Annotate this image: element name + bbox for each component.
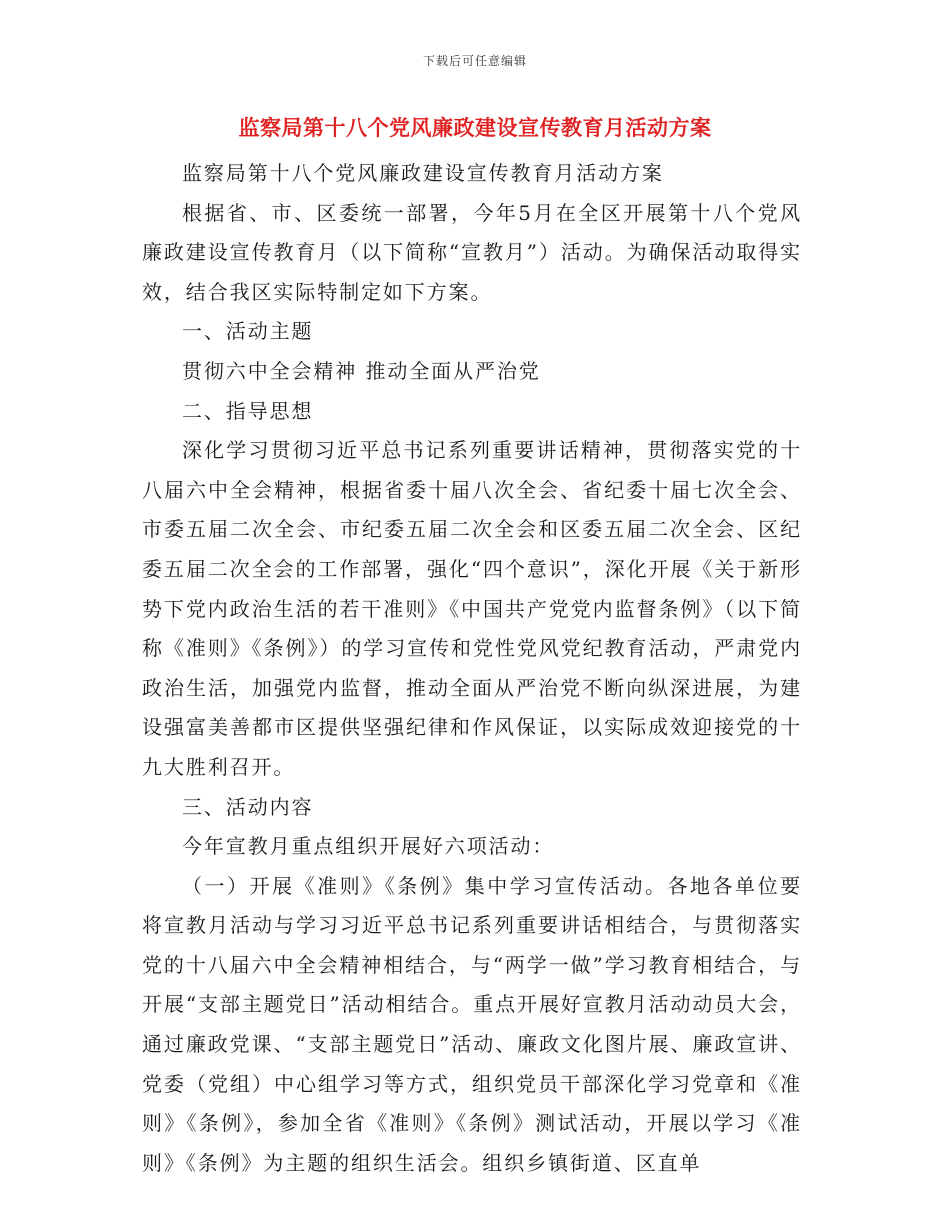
page-header: 下载后可任意编辑 xyxy=(422,54,527,68)
theme-paragraph: 贯彻六中全会精神 推动全面从严治党 xyxy=(182,358,541,383)
section-heading-content: 三、活动内容 xyxy=(182,794,314,819)
intro-paragraph: 根据省、市、区委统一部署，今年5月在全区开展第十八个党风廉政建设宣传教育月（以下简称“宣教月”）活动。为确保活动取得实效，结合我区实际特制定如下方案。 xyxy=(142,200,802,304)
document-title: 监察局第十八个党风廉政建设宣传教育月活动方案 xyxy=(238,116,712,140)
section-heading-guidance: 二、指导思想 xyxy=(182,398,314,423)
document-body xyxy=(142,154,802,1183)
content-intro-paragraph: 今年宣教月重点组织开展好六项活动： xyxy=(182,834,555,859)
guidance-paragraph: 深化学习贯彻习近平总书记系列重要讲话精神，贯彻落实党的十八届六中全会精神，根据省委十届八次全会、省纪委十届七次全会、市委五届二次全会、市纪委五届二次全会和区委五届二次全会、区纪委五届二次全会的工作部署，强化“四个意识”，深化开展《关于新形势下党内政治生活的若干准则》《中国共产党党内监督条例》（以下简称《准则》《条例》）的学习宣传和党性党风党纪教育活动，严肃党内政治生活，加强党内监督，推动全面从严治党不断向纵深进展，为建设强富美善都市区提供坚强纪律和作风保证，以实际成效迎接党的十九大胜利召开。 xyxy=(142,438,802,779)
section-heading-theme: 一、活动主题 xyxy=(182,319,314,344)
subtitle-paragraph: 监察局第十八个党风廉政建设宣传教育月活动方案 xyxy=(182,161,664,185)
content-item-one-paragraph: （一）开展《准则》《条例》集中学习宣传活动。各地各单位要将宣教月活动与学习习近平总书记系列重要讲话相结合，与贯彻落实党的十八届六中全会精神相结合，与“两学一做”学习教育相结合，与开展“支部主题党日”活动相结合。重点开展好宣教月活动动员大会，通过廉政党课、“支部主题党日”活动、廉政文化图片展、廉政宣讲、党委（党组）中心组学习等方式，组织党员干部深化学习党章和《准则》《条例》，参加全省《准则》《条例》测试活动，开展以学习《准则》《条例》为主题的组织生活会。组织乡镇街道、区直单 xyxy=(142,873,802,1175)
